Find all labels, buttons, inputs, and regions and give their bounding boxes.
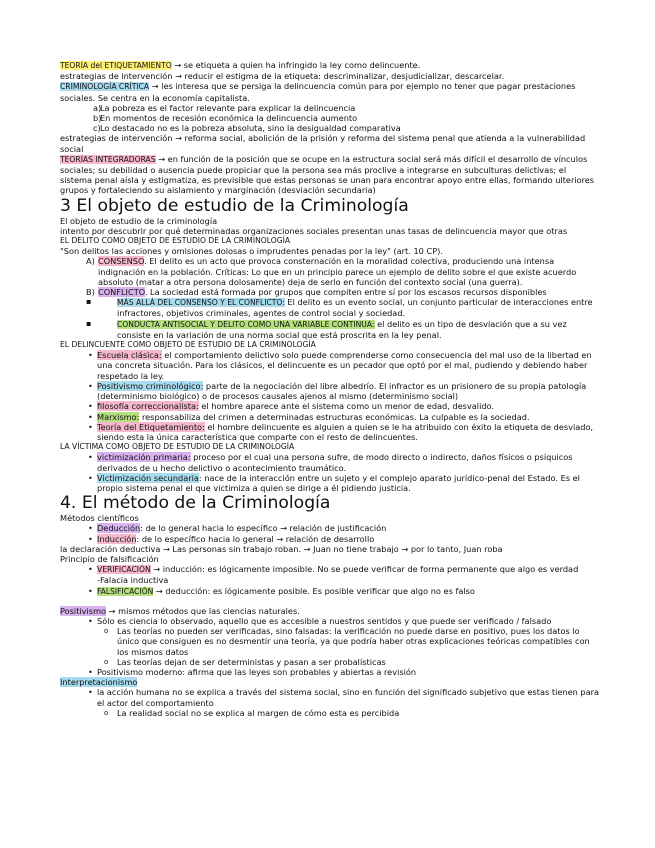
metodos-list	[60, 523, 600, 543]
critica-item-b	[60, 113, 600, 123]
item-text: En momentos de recesión económica la delincuencia aumento	[100, 113, 358, 124]
critica-item-c	[60, 123, 600, 133]
verificacion-text: → inducción: es lógicamente imposible. No se puede verificar de forma permanente que algo es verdad	[150, 564, 579, 575]
item-text: La pobreza es el factor relevante para explicar la delincuencia	[100, 102, 356, 113]
etiquetamiento-term: TEORÍA del ETIQUETAMIENTO	[60, 61, 172, 70]
victima-heading: LA VÍCTIMA COMO OBJETO DE ESTUDIO DE LA CRIMINOLOGÍA	[60, 442, 295, 452]
positivismo-subitem-text: Las teorías no pueden ser verificadas, sino falsadas: la verificación no puede darse en positivo, pues los datos lo único que consiguen es no desmentir una teoría, ya que podría haber otras explicaciones teóricas compatibles con los mismos datos	[117, 626, 590, 657]
positivismo-moderno-text: Positivismo moderno: afirma que las leyes son probables y abiertas a revisión	[97, 666, 417, 677]
conducta-term: CONDUCTA ANTISOCIAL Y DELITO COMO UNA VARIABLE CONTINUA:	[117, 319, 375, 329]
etiquetamiento2-text: el hombre delincuente es alguien a quien se le ha atribuido con éxito la etiqueta de desviado, siendo esta la única característica que comparte con el resto de delincuentes.	[97, 421, 594, 442]
falsificacion-list	[60, 564, 600, 597]
item-marker: a)	[93, 102, 102, 113]
positivismo-moderno-list	[60, 667, 600, 677]
filosofia-term: filosofía correccionalista:	[97, 401, 199, 412]
falsificacion-text: → deducción: es lógicamente posible. Es posible verificar que algo no es falso	[153, 585, 475, 596]
victima-list	[60, 452, 600, 493]
section-4-title: 4. El método de la Criminología	[60, 493, 331, 514]
positivismo-term: Positivismo	[60, 605, 107, 616]
consenso-term: CONSENSO	[98, 256, 145, 267]
interpretacionismo-sublist	[60, 708, 600, 718]
verificacion-term: VERIFICACIÓN	[97, 565, 151, 575]
positivismo-item	[60, 616, 600, 626]
induccion-text: : de lo específico hacia lo general → relación de desarrollo	[136, 533, 375, 544]
victimizacion-secundaria-item	[60, 473, 600, 493]
induccion-item	[60, 534, 600, 544]
positivismo-subitem-text: Las teorías dejan de ser deterministas y pasan a ser probalísticas	[117, 656, 386, 667]
document-page	[60, 60, 600, 718]
positivismo-text: → mismos métodos que las ciencias naturales.	[106, 605, 300, 616]
consenso-item	[60, 256, 600, 287]
falsificacion-term: FALSIFICACIÓN	[97, 586, 154, 596]
spacer	[60, 597, 600, 606]
declaracion-line: la declaración deductiva → Las personas sin trabajo roban. → Juan no tiene trabajo → por lo tanto, Juan roba	[60, 543, 503, 554]
conflicto-text: . La sociedad está formada por grupos que compiten entre sí por los escasos recursos disponibles	[144, 287, 547, 298]
section-3-subtitle: El objeto de estudio de la criminología	[60, 215, 218, 226]
consenso-text: . El delito es un acto que provoca consternación en la moralidad colectiva, produciendo una intensa indignación en la población. Críticas: Lo que en un principio parece un ejemplo de delito sobre el que existe acuerdo absoluto (matar a otra persona dolosamente) deja de serlo en función del contexto social (una guerra).	[98, 256, 577, 287]
delito-heading: EL DELITO COMO OBJETO DE ESTUDIO DE LA CRIMINOLOGÍA	[60, 236, 291, 246]
interpretacionismo-paragraph	[60, 677, 600, 687]
positivismo-moderno-item	[60, 667, 600, 677]
positivismo-item-text: Sólo es ciencia lo observado, aquello que es accesible a nuestros sentidos y que puede ser verificado / falsado	[97, 615, 552, 626]
etiquetamiento2-item	[60, 422, 600, 442]
victimizacion-primaria-item	[60, 452, 600, 472]
delito-list	[60, 256, 600, 297]
interpretacionismo-item-text: la acción humana no se explica a través del sistema social, sino en función del significado subjetivo que estas tienen para el actor del comportamiento	[97, 687, 600, 708]
metodos-heading: Métodos científicos	[60, 513, 139, 524]
interpretacionismo-term: Interpretacionismo	[60, 677, 138, 688]
item-text: Lo destacado no es la pobreza absoluta, sino la desigualdad comparativa	[100, 123, 401, 134]
mas-alla-text: El delito es un evento social, un conjunto particular de interacciones entre infractores, objetivos criminales, agentes de control social y sociedad.	[117, 297, 593, 319]
positivismo-text: parte de la negociación del libre albedrío. El infractor es un prisionero de su propia patología (determinismo biológico) o de procesos causales ajenos al mismo (determinismo social)	[97, 380, 587, 402]
integradoras-term: TEORÍAS INTEGRADORAS	[60, 154, 156, 164]
clasica-text: el comportamiento delictivo solo puede comprenderse como consecuencia del mal uso de la libertad en una concreta situación. Para los clásicos, el delincuente es un pecador que optó por el mal, pudiendo y debiendo haber respetado la ley.	[97, 350, 592, 381]
induccion-term: Inducción	[97, 533, 137, 544]
interpretacionismo-list	[60, 687, 600, 707]
item-marker: A)	[86, 256, 95, 267]
estrategias-2: estrategias de intervención → reforma social, abolición de la prisión y reforma del sistema penal que atienda a la vulnerabilidad social	[60, 133, 586, 154]
estrategias-1: estrategias de intervención → reducir el estigma de la etiqueta: descriminalizar, desjudicializar, descarcelar.	[60, 71, 505, 82]
item-marker: b)	[93, 113, 102, 124]
falsificacion-item	[60, 586, 600, 597]
critica-text: → les interesa que se persiga la delincuencia común para por ejemplo no tener que pagar prestaciones sociales. Se centra en la economía capitalista.	[60, 81, 576, 103]
cp-quote: "Son delitos las acciones y omisiones dolosas o imprudentes penadas por la ley" (art. 10 CP).	[60, 246, 443, 257]
positivismo-subitem	[60, 657, 600, 667]
marxismo-item	[60, 412, 600, 422]
interpretacionismo-subitem	[60, 708, 600, 718]
critica-term: CRIMINOLOGÍA CRÍTICA	[60, 82, 150, 92]
clasica-term: Escuela clásica:	[97, 350, 162, 361]
filosofia-item	[60, 401, 600, 411]
mas-alla-item	[60, 297, 600, 318]
interpretacionismo-item	[60, 687, 600, 707]
victimizacion-secundaria-term: Victimización secundaria	[97, 472, 199, 483]
conflicto-term: CONFLICTO	[98, 287, 145, 298]
critica-paragraph	[60, 81, 600, 102]
item-marker: c)	[93, 123, 101, 134]
deduccion-text: : de lo general hacia lo específico → relación de justificación	[140, 523, 387, 534]
etiquetamiento2-term: Teoría del Etiquetamiento:	[97, 421, 205, 432]
mas-alla-term: MÁS ALLÁ DEL CONSENSO Y EL CONFLICTO:	[117, 298, 285, 308]
conflicto-item	[60, 287, 600, 297]
interpretacionismo-subitem-text: La realidad social no se explica al margen de cómo esta es percibida	[117, 707, 400, 718]
falacia-text: -Falacia inductiva	[97, 575, 169, 586]
verificacion-item	[60, 564, 600, 585]
conducta-item	[60, 319, 600, 340]
clasica-item	[60, 350, 600, 381]
principio-heading: Principio de falsificación	[60, 553, 159, 564]
positivismo-list	[60, 616, 600, 626]
integradoras-paragraph	[60, 154, 600, 196]
delito-sublist	[60, 297, 600, 340]
etiquetamiento-text: → se etiqueta a quien ha infringido la ley como delincuente.	[174, 60, 421, 70]
positivismo-item	[60, 381, 600, 401]
integradoras-text: → en función de la posición que se ocupe en la estructura social será más difícil el desarrollo de vínculos sociales; su debilidad o ausencia puede propiciar que la persona sea más proclive a integrarse en subculturas delictivas; el sistema penal aísla y estigmatiza, es previsible que estas personas se unan para encontrar apoyo entre ellas, formando ulteriores grupos y fortaleciendo su aislamiento y marginación (desviación secundaria)	[60, 153, 595, 196]
delincuente-list	[60, 350, 600, 442]
etiquetamiento-paragraph	[60, 60, 600, 71]
critica-item-a	[60, 103, 600, 113]
positivismo-subitem	[60, 626, 600, 657]
deduccion-item	[60, 523, 600, 533]
positivismo-term: Positivismo criminológico:	[97, 380, 204, 391]
positivismo-paragraph	[60, 606, 600, 616]
deduccion-term: Deducción	[97, 523, 141, 534]
conducta-text: el delito es un tipo de desviación que a su vez consiste en la variación de una norma social que está proscrita en la ley penal.	[117, 318, 567, 340]
section-3-intro: intento por descubrir por qué determinadas organizaciones sociales presentan unas tasas de delincuencia mayor que otras	[60, 225, 568, 236]
victimizacion-secundaria-text: : nace de la interacción entre un sujeto y el complejo aparato jurídico-penal del Estado. Es el propio sistema penal el que victimiza a quien se dirige a él pidiendo justicia.	[97, 472, 580, 493]
victimizacion-primaria-term: victimización primaria:	[97, 452, 191, 463]
filosofia-text: el hombre aparece ante el sistema como un menor de edad, desvalido.	[198, 401, 495, 412]
section-3-title: 3 El objeto de estudio de la Criminología	[60, 195, 409, 216]
marxismo-text: responsabiliza del crimen a determinadas estructuras económicas. La culpable es la sociedad.	[139, 411, 530, 422]
positivismo-sublist	[60, 626, 600, 667]
delincuente-heading: EL DELINCUENTE COMO OBJETO DE ESTUDIO DE LA CRIMINOLOGÍA	[60, 340, 316, 350]
victimizacion-primaria-text: proceso por el cual una persona sufre, de modo directo o indirecto, daños físicos o psíquicos derivados de u hecho delictivo o acontecimiento traumático.	[97, 452, 573, 473]
marxismo-term: Marxismo:	[97, 411, 140, 422]
item-marker: B)	[86, 287, 95, 298]
